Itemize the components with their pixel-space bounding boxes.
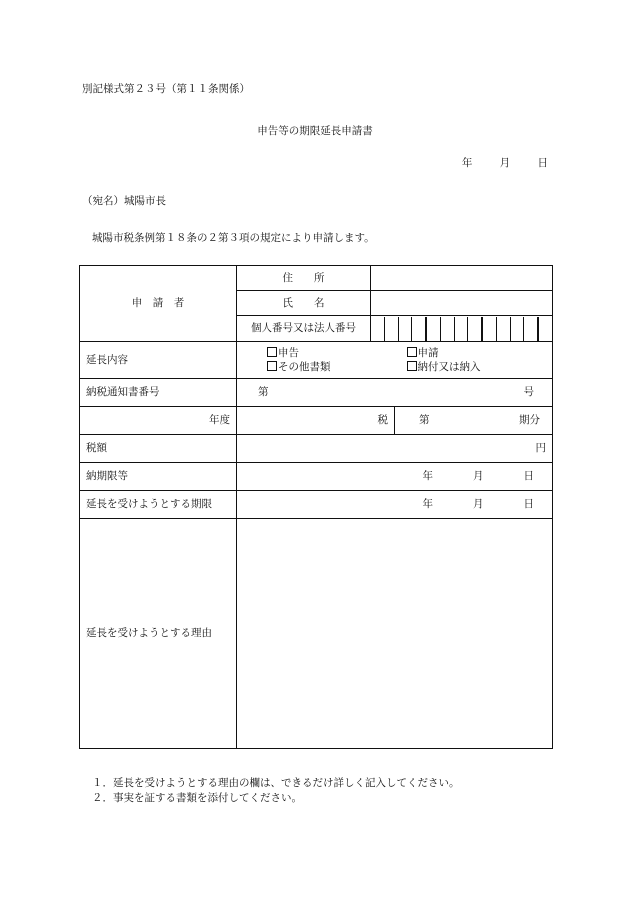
period-field[interactable]: [395, 407, 553, 435]
digit-box[interactable]: [440, 317, 454, 341]
applicant-label: 申 請 者: [80, 266, 237, 342]
reason-label: 延長を受けようとする理由: [80, 519, 237, 749]
digit-box[interactable]: [384, 317, 398, 341]
digit-box[interactable]: [454, 317, 468, 341]
address-label: 住 所: [237, 266, 371, 291]
digit-box[interactable]: [537, 317, 552, 341]
application-form-table: [79, 265, 553, 749]
deadline-field[interactable]: 年 月 日: [237, 463, 553, 491]
period-suffix: 期分: [519, 414, 540, 427]
digit-box[interactable]: [411, 317, 425, 341]
intro-statement: 城陽市税条例第１８条の２第３項の規定により申請します。: [92, 232, 375, 244]
notice-prefix: 第: [258, 386, 269, 399]
reason-field[interactable]: [237, 519, 553, 749]
date-year-label: 年: [461, 157, 473, 169]
digit-box[interactable]: [523, 317, 537, 341]
notes: [92, 776, 460, 806]
name-label: 氏 名: [237, 291, 371, 316]
addressee: （宛名）城陽市長: [82, 195, 166, 207]
option-report[interactable]: 申告: [267, 347, 407, 359]
checkbox-icon[interactable]: [407, 347, 417, 357]
address-field[interactable]: [371, 266, 553, 291]
notice-suffix: 号: [523, 386, 534, 399]
note-item: １．延長を受けようとする理由の欄は、できるだけ詳しく記入してください。: [92, 777, 460, 789]
digit-box[interactable]: [398, 317, 412, 341]
extended-deadline-label: 延長を受けようとする期限: [80, 491, 237, 519]
extended-deadline-field[interactable]: 年 月 日: [237, 491, 553, 519]
form-title: 申告等の期限延長申請書: [257, 125, 373, 137]
option-payment[interactable]: 納付又は納入: [407, 361, 547, 373]
tax-amount-label: 税額: [80, 435, 237, 463]
checkbox-icon[interactable]: [267, 361, 277, 371]
option-application[interactable]: 申請: [407, 347, 547, 359]
period-prefix: 第: [419, 414, 430, 427]
digit-box[interactable]: [467, 317, 481, 341]
tax-amount-field[interactable]: 円: [237, 435, 553, 463]
date-day-label: 日: [537, 157, 548, 169]
note-item: ２．事実を証する書類を添付してください。: [92, 792, 302, 804]
checkbox-icon[interactable]: [267, 347, 277, 357]
form-number: 別記様式第２３号（第１１条関係）: [82, 83, 250, 95]
name-field[interactable]: [371, 291, 553, 316]
option-other-docs[interactable]: その他書類: [267, 361, 407, 373]
fiscal-year-label: 年度: [80, 407, 237, 435]
digit-box[interactable]: [496, 317, 510, 341]
digit-box[interactable]: [425, 317, 440, 341]
notice-number-field[interactable]: [237, 379, 553, 407]
digit-box[interactable]: [510, 317, 524, 341]
personal-number-label: 個人番号又は法人番号: [237, 316, 371, 342]
notice-number-label: 納税通知書番号: [80, 379, 237, 407]
digit-box[interactable]: [371, 317, 384, 341]
date-month-label: 月: [499, 157, 511, 169]
application-date: [438, 158, 548, 169]
digit-box[interactable]: [481, 317, 496, 341]
deadline-label: 納期限等: [80, 463, 237, 491]
tax-type-field[interactable]: 税: [237, 407, 395, 435]
extension-content-label: 延長内容: [80, 342, 237, 379]
extension-content-options: [237, 342, 553, 379]
personal-number-field[interactable]: [371, 316, 553, 342]
checkbox-icon[interactable]: [407, 361, 417, 371]
